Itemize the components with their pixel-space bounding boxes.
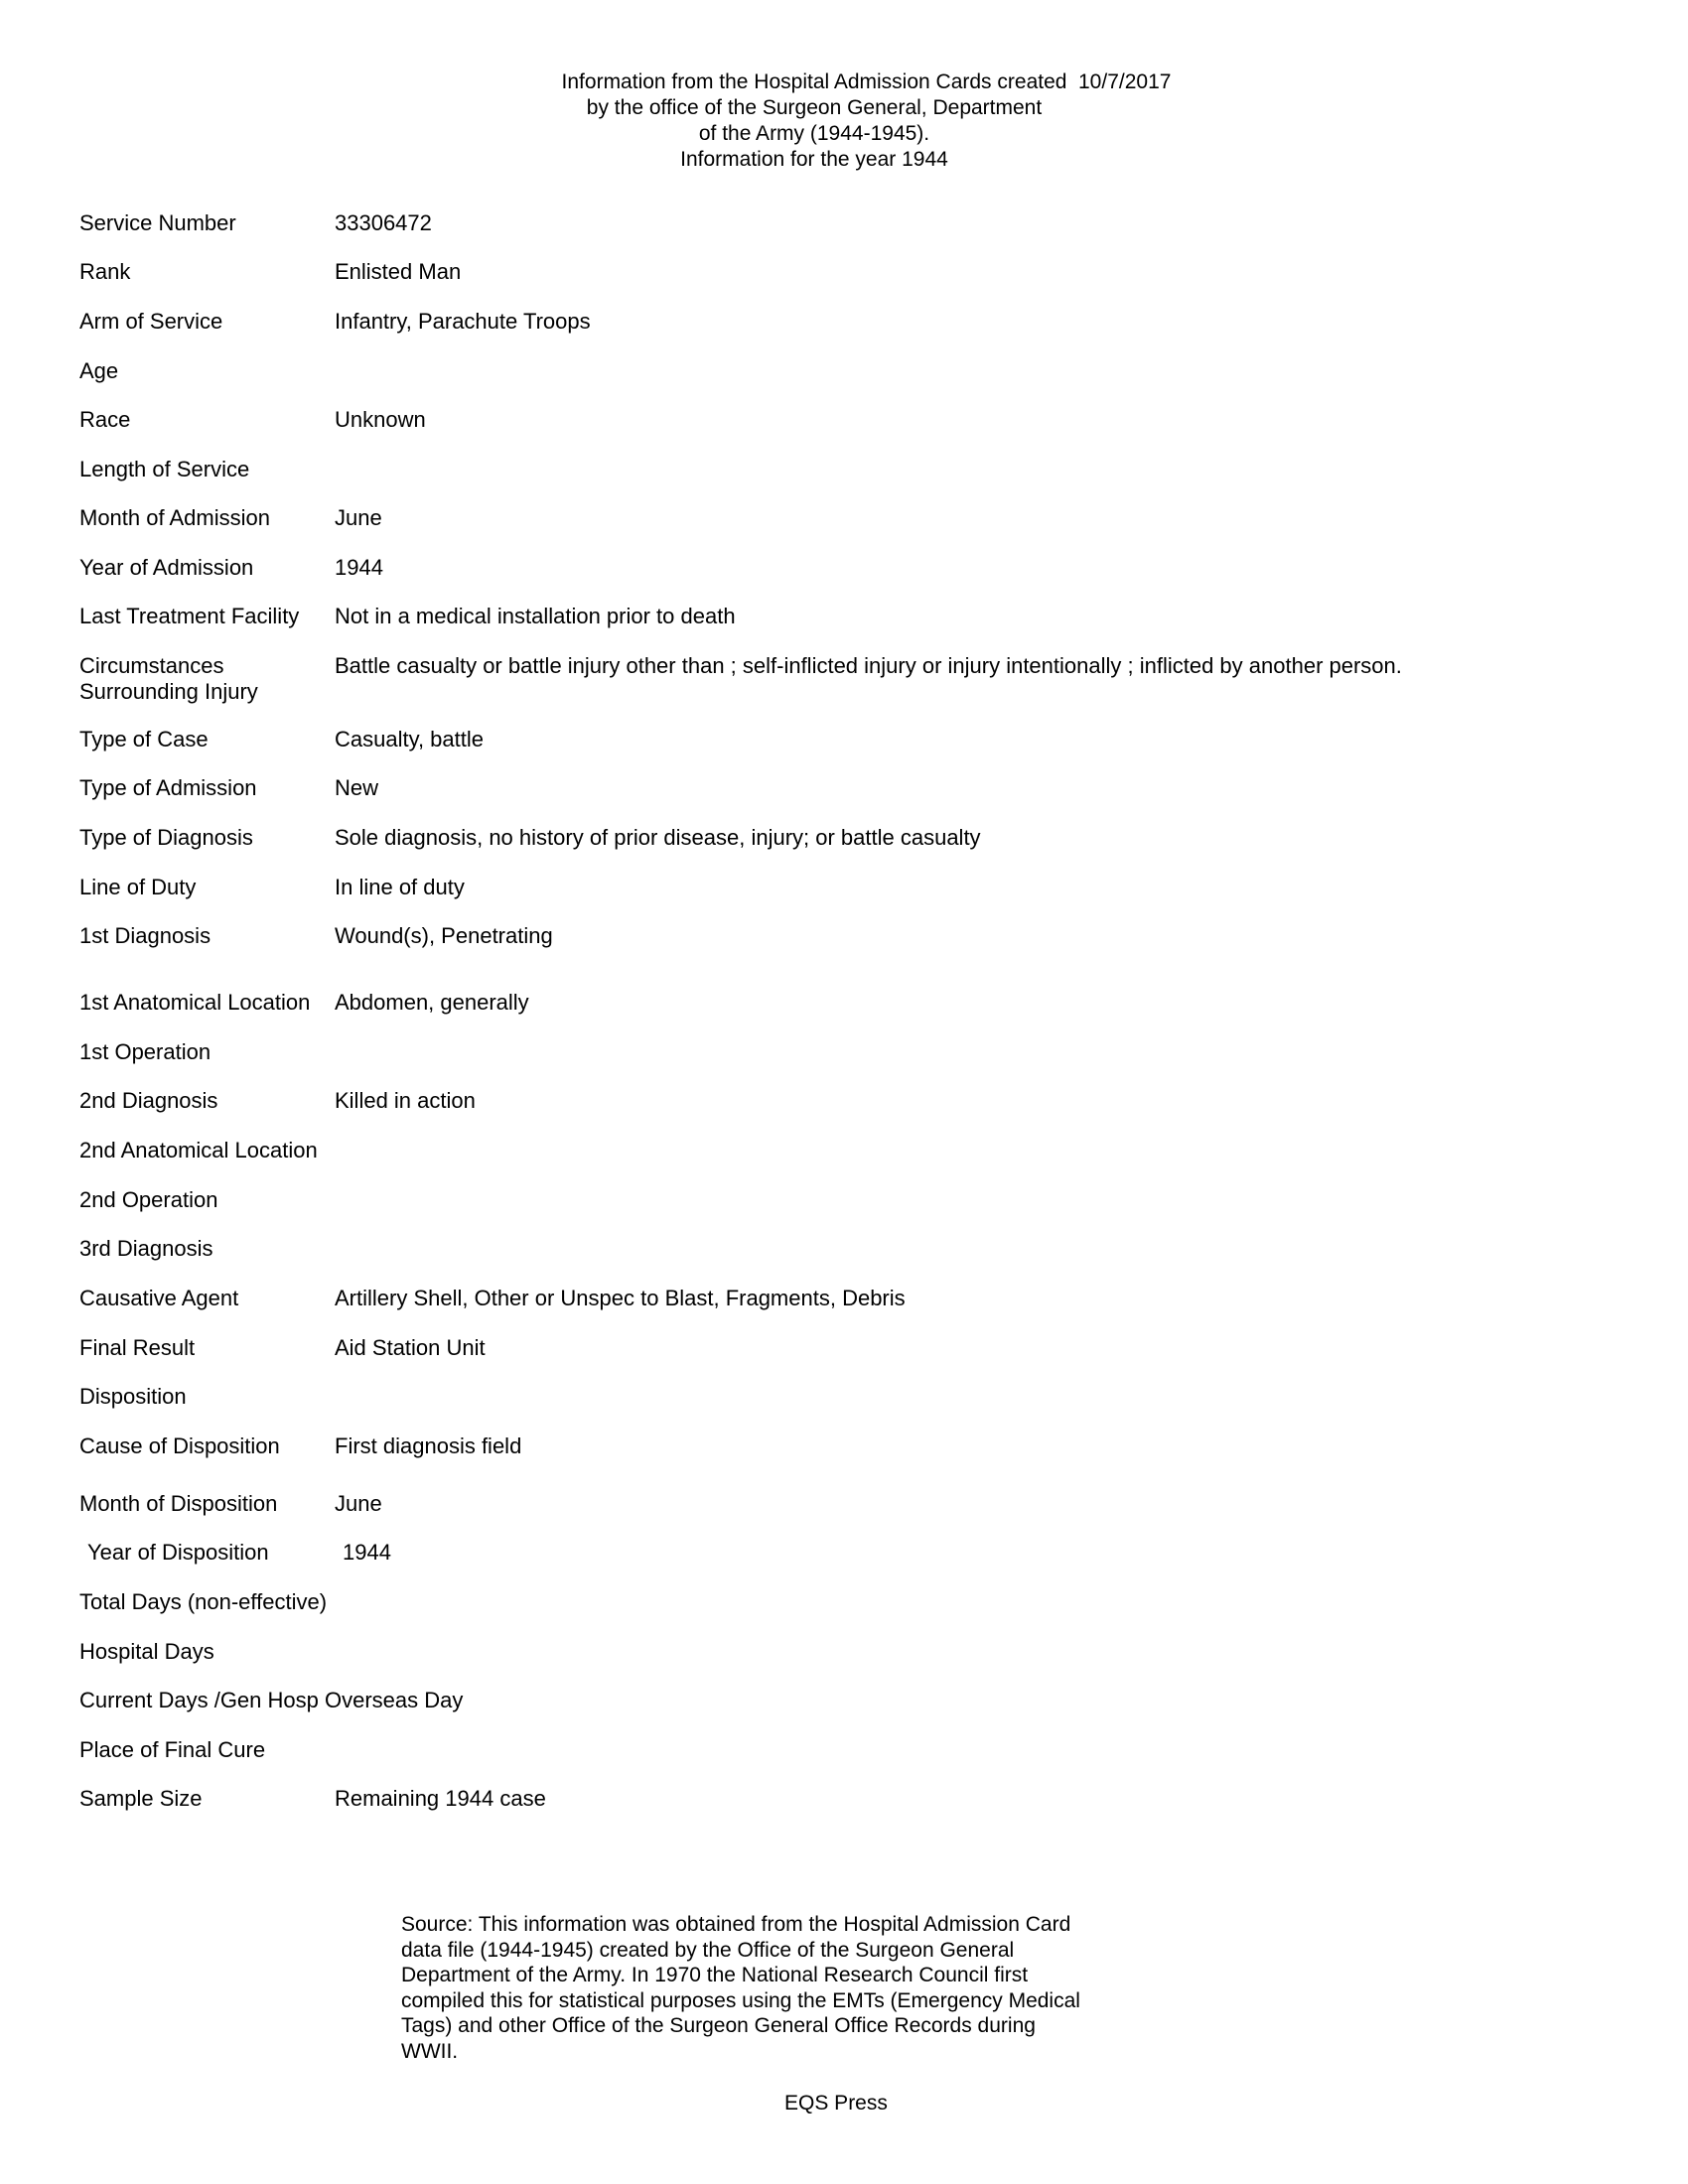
field-label: 2nd Anatomical Location — [79, 1138, 318, 1162]
source-line: WWII. — [401, 2039, 459, 2063]
field-value: Not in a medical installation prior to death — [335, 604, 736, 628]
field-value: Aid Station Unit — [335, 1335, 486, 1360]
field-value: June — [335, 505, 382, 530]
source-line: Source: This information was obtained from the Hospital Admission Card — [401, 1913, 1071, 1936]
publisher-name: EQS Press — [784, 2092, 888, 2115]
field-label: Cause of Disposition — [79, 1433, 280, 1458]
field-label: Line of Duty — [79, 875, 197, 899]
field-value: Abdomen, generally — [335, 990, 529, 1015]
field-value: Wound(s), Penetrating — [335, 923, 553, 948]
field-label: Total Days (non-effective) — [79, 1589, 328, 1614]
field-value: Enlisted Man — [335, 259, 462, 284]
field-label: Type of Case — [79, 727, 209, 751]
field-label: Arm of Service — [79, 309, 223, 334]
field-value: Remaining 1944 case — [335, 1786, 546, 1811]
field-label: 1st Diagnosis — [79, 923, 211, 948]
field-value: Sole diagnosis, no history of prior disease, injury; or battle casualty — [335, 825, 981, 850]
field-value: 1944 — [335, 555, 383, 580]
header-line: of the Army (1944-1945). — [698, 122, 930, 145]
field-label: Current Days /Gen Hosp Overseas Day — [79, 1688, 464, 1712]
field-value: New — [335, 775, 379, 800]
field-label: Hospital Days — [79, 1639, 214, 1664]
field-value: Unknown — [335, 407, 426, 432]
header-line: by the office of the Surgeon General, Department — [586, 96, 1043, 119]
field-label: Service Number — [79, 210, 236, 235]
field-label: 1st Operation — [79, 1039, 211, 1064]
field-label: 2nd Operation — [79, 1187, 218, 1212]
field-label: Age — [79, 358, 119, 383]
field-value: 33306472 — [335, 210, 432, 235]
field-label: Last Treatment Facility — [79, 604, 300, 628]
field-label: Year of Admission — [79, 555, 254, 580]
source-line: compiled this for statistical purposes using the EMTs (Emergency Medical — [401, 1988, 1080, 2012]
field-label: 2nd Diagnosis — [79, 1088, 218, 1113]
field-label: 1st Anatomical Location — [79, 990, 311, 1015]
field-label: Race — [79, 407, 131, 432]
field-label: Type of Diagnosis — [79, 825, 253, 850]
field-label: 3rd Diagnosis — [79, 1236, 213, 1261]
field-label: Length of Service — [79, 457, 250, 481]
field-label: Sample Size — [79, 1786, 203, 1811]
field-label: Final Result — [79, 1335, 196, 1360]
field-label: Type of Admission — [79, 775, 257, 800]
field-value: June — [335, 1491, 382, 1516]
field-value: Casualty, battle — [335, 727, 485, 751]
field-label: Disposition — [79, 1384, 187, 1409]
field-label: Place of Final Cure — [79, 1737, 266, 1762]
source-line: data file (1944-1945) created by the Office of the Surgeon General — [401, 1938, 1015, 1962]
field-value: Battle casualty or battle injury other than ; self-inflicted injury or injury intentionally ; inflicted by another person. — [335, 653, 1402, 678]
field-value: 1944 — [343, 1540, 391, 1565]
document-date: 10/7/2017 — [1078, 70, 1172, 93]
field-label: Year of Disposition — [87, 1540, 269, 1565]
field-value: Artillery Shell, Other or Unspec to Blast, Fragments, Debris — [335, 1286, 906, 1310]
field-label: Causative Agent — [79, 1286, 239, 1310]
source-line: Tags) and other Office of the Surgeon General Office Records during — [401, 2014, 1036, 2037]
field-value: In line of duty — [335, 875, 465, 899]
field-label: Circumstances Surrounding Injury — [79, 653, 258, 704]
field-label: Month of Disposition — [79, 1491, 278, 1516]
source-note — [401, 1912, 1156, 2064]
field-value: Infantry, Parachute Troops — [335, 309, 591, 334]
field-label: Rank — [79, 259, 131, 284]
field-value: Killed in action — [335, 1088, 476, 1113]
source-line: Department of the Army. In 1970 the National Research Council first — [401, 1964, 1029, 1986]
field-label: Month of Admission — [79, 505, 270, 530]
field-value: First diagnosis field — [335, 1433, 522, 1458]
header-line: Information from the Hospital Admission Cards created — [561, 70, 1067, 93]
header-line: Information for the year 1944 — [680, 148, 948, 171]
